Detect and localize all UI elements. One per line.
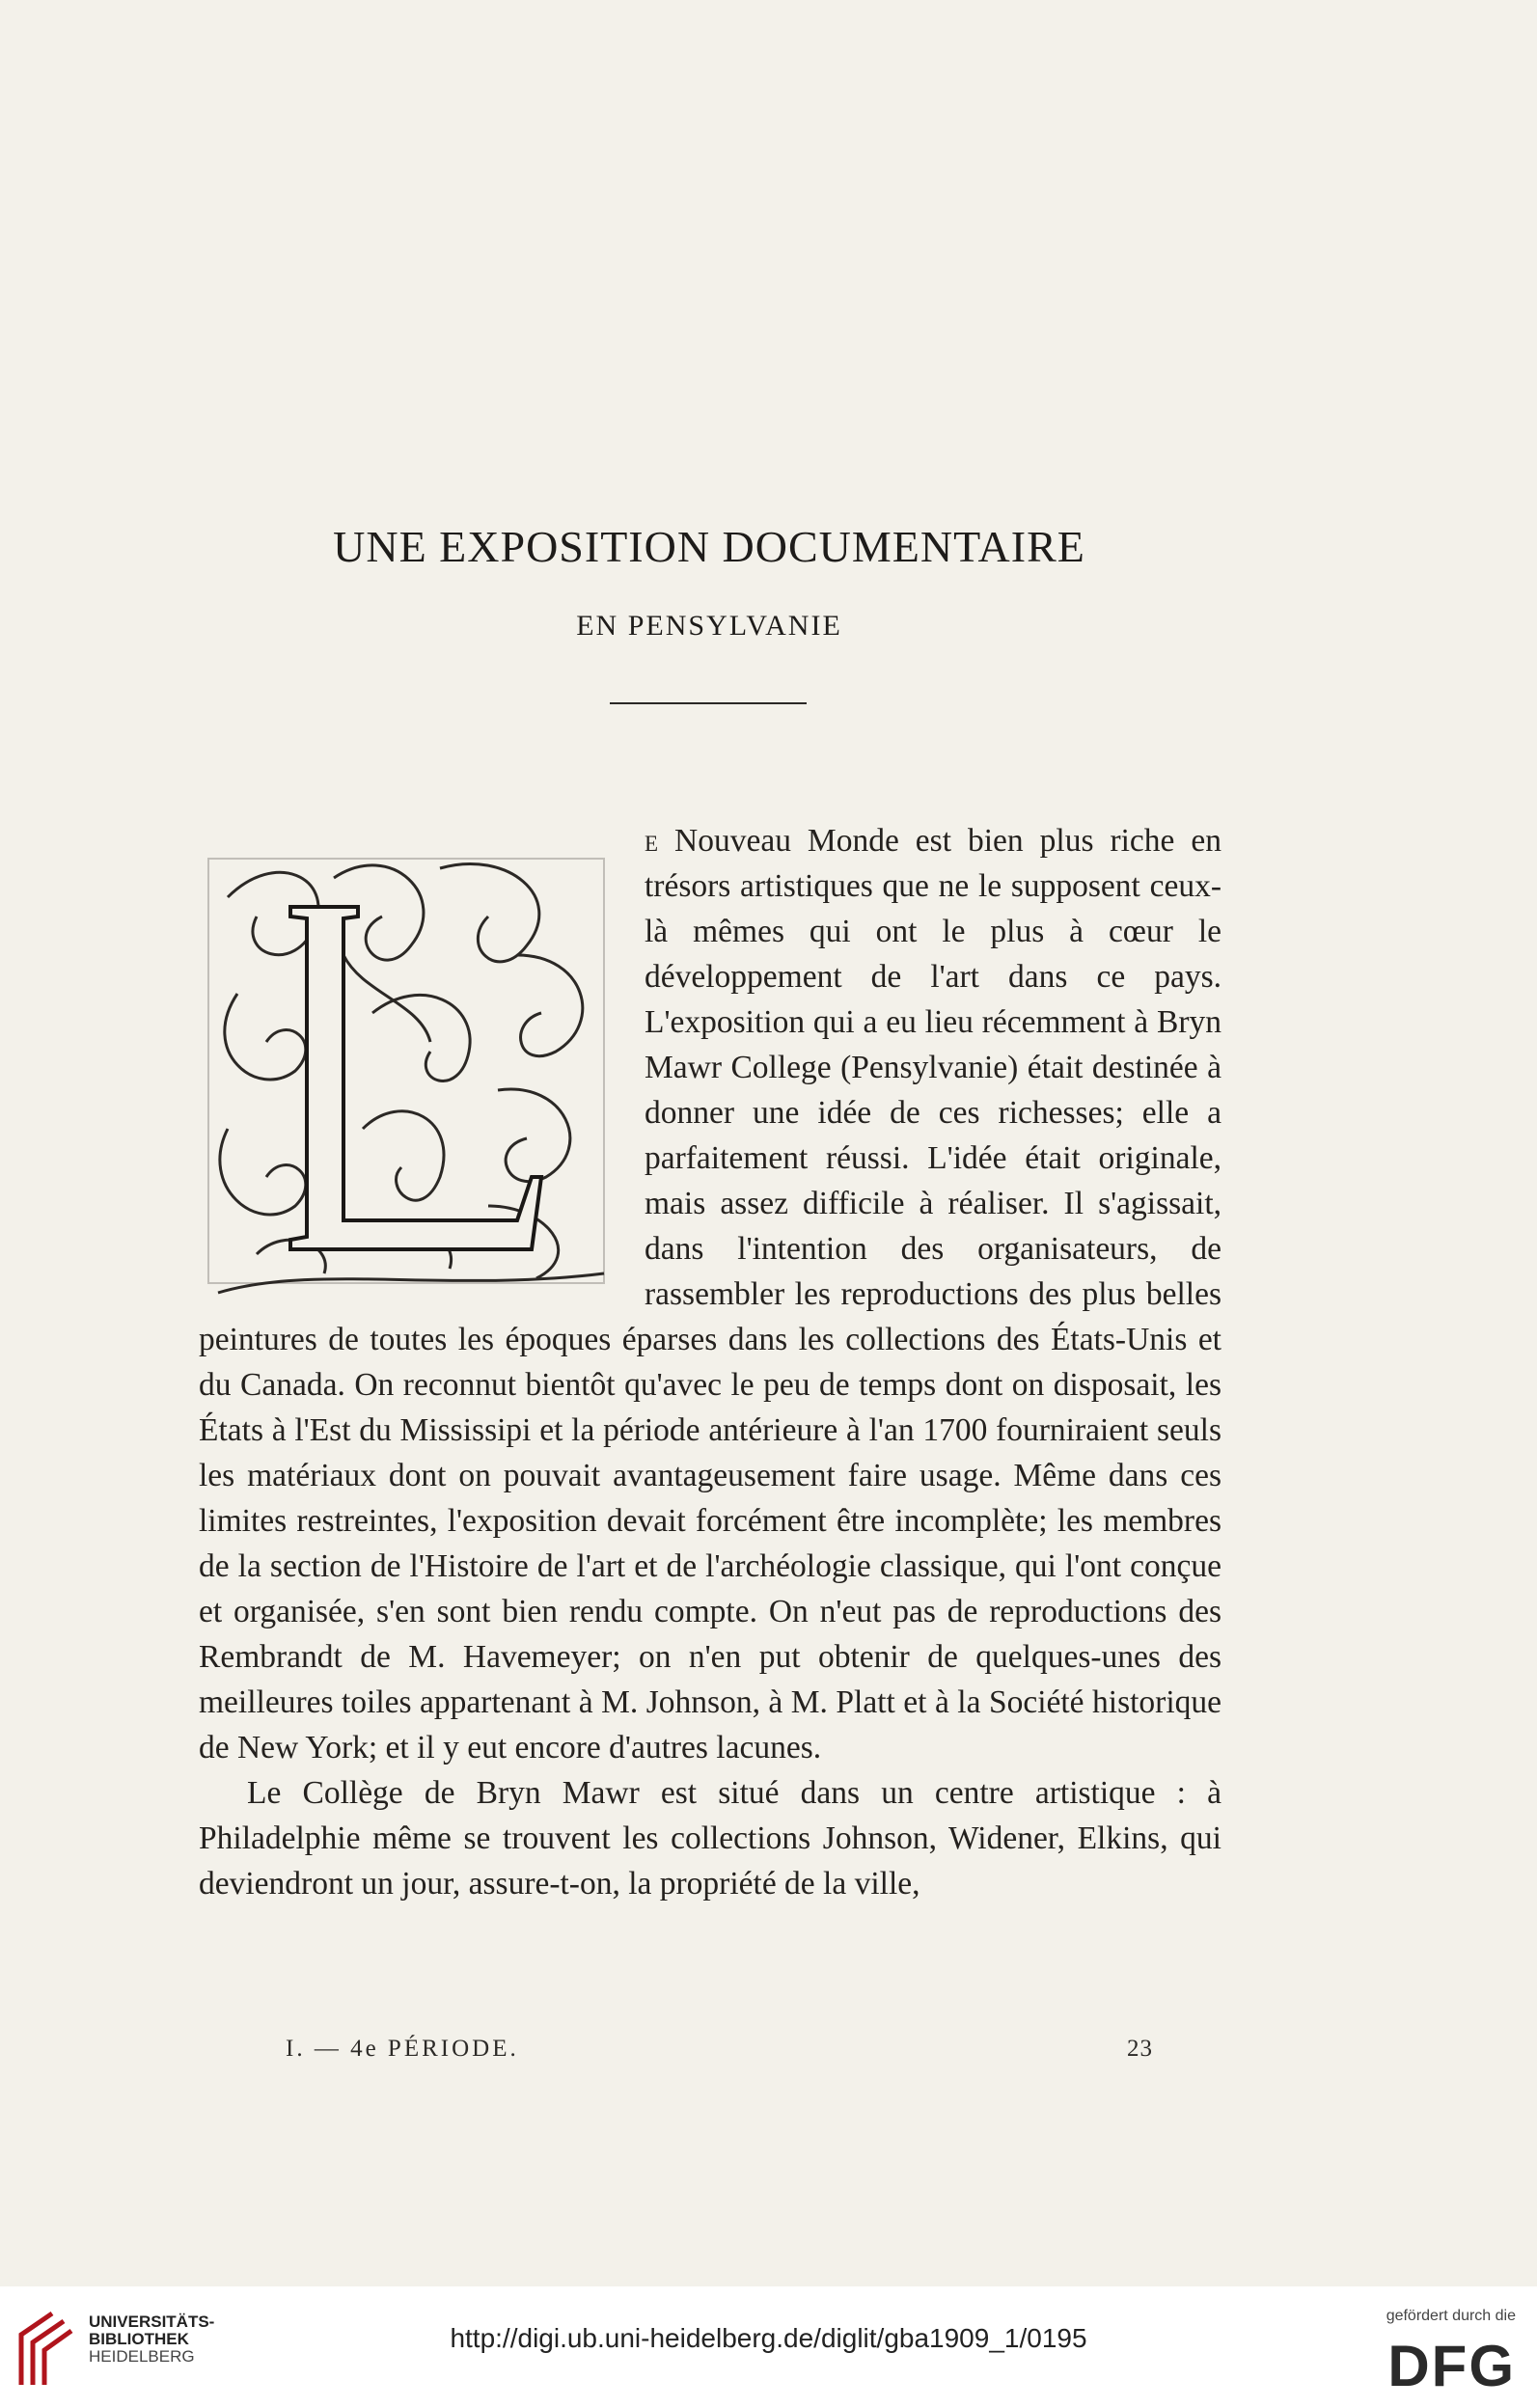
first-word-rest: e: [645, 823, 659, 859]
institution-line-3: HEIDELBERG: [89, 2347, 195, 2366]
institution-line-1: UNIVERSITÄTS-: [89, 2312, 215, 2331]
title-rule: [610, 702, 807, 704]
article-body: [199, 818, 1221, 1906]
signature-mark: I. — 4e PÉRIODE.: [286, 2036, 519, 2062]
funded-by-label: gefördert durch die: [1386, 2308, 1516, 2324]
paragraph-1-text: Nouveau Monde est bien plus riche en trésors artistiques que ne le supposent ceux-là mêmes qui ont le plus à cœur le développement de l'art dans ce pays. L'exposition qui a eu lieu récemment à Bryn Mawr College (Pensylvanie) était destinée à donner une idée de ces richesses; elle a parfaitement réussi. L'idée était originale, mais assez difficile à réaliser. Il s'agissait, dans l'intention des organisateurs, de rassembler les reproductions des plus belles peintures de toutes les époques éparses dans les collections des États-Unis et du Canada. On reconnut bientôt qu'avec le peu de temps dont on disposait, les États à l'Est du Mississipi et la période antérieure à l'an 1700 fourniraient seuls les matériaux dont on pouvait avantageusement faire usage. Même dans ces limites restreintes, l'exposition devait forcément être incomplète; les membres de la section de l'Histoire de l'art et de l'archéologie classique, qui l'ont conçue et organisée, s'en sont bien rendu compte. On n'eut pas de reproductions des Rembrandt de M. Havemeyer; on n'en put obtenir de quelques-unes des meilleures toiles appartenant à M. Johnson, à M. Platt et à la Société historique de New York; et il y eut encore d'autres lacunes.: [199, 823, 1221, 1765]
article-subtitle: EN PENSYLVANIE: [576, 610, 842, 642]
paragraph-2: Le Collège de Bryn Mawr est situé dans un centre artistique : à Philadelphie même se trouvent les collections Johnson, Widener, Elkins, qui deviendront un jour, assure-t-on, la propriété de la ville,: [199, 1775, 1221, 1902]
institution-line-2: BIBLIOTHEK: [89, 2330, 189, 2348]
page-number: 23: [1127, 2036, 1153, 2062]
dropcap-space: [199, 818, 645, 1312]
permalink-url[interactable]: http://digi.ub.uni-heidelberg.de/diglit/gba1909_1/0195: [450, 2323, 1087, 2353]
dfg-logo: DFG: [1387, 2334, 1516, 2398]
repository-bar: [0, 2286, 1537, 2408]
article-title: UNE EXPOSITION DOCUMENTAIRE: [333, 522, 1085, 571]
